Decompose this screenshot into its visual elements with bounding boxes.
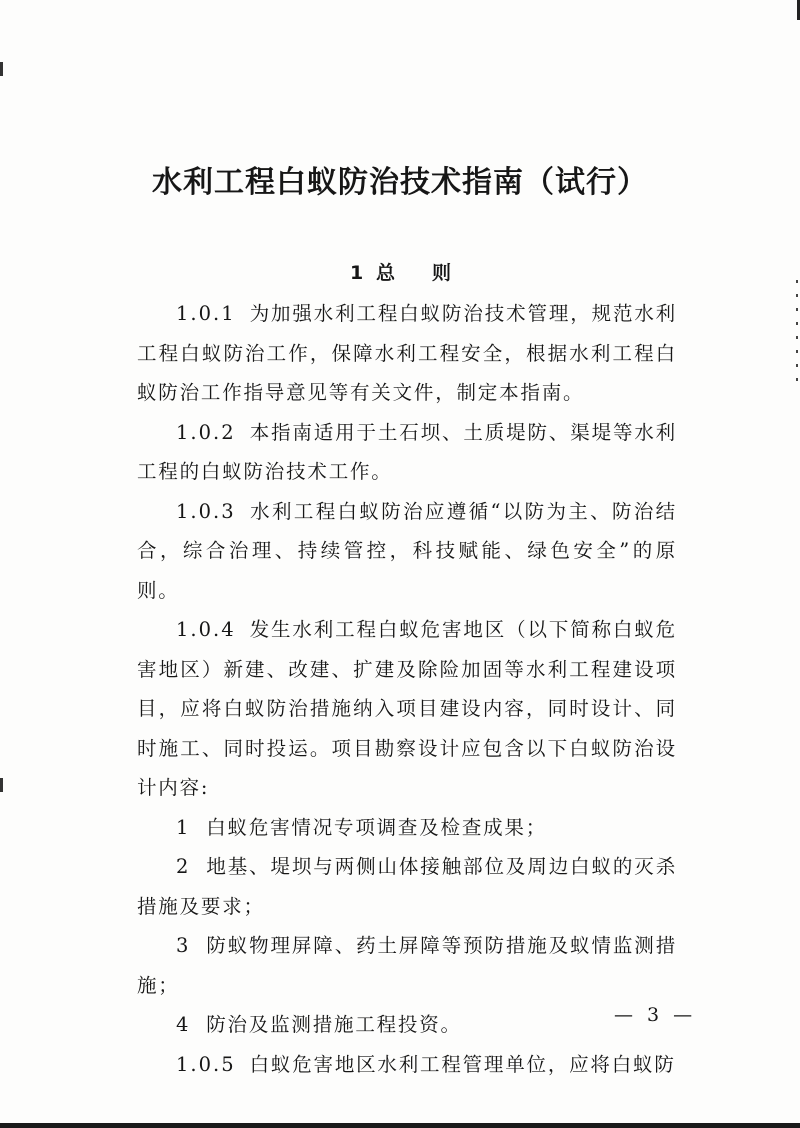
clause-text: 发生水利工程白蚁危害地区（以下简称白蚁危害地区）新建、改建、扩建及除险加固等水利工程建设项目，应将白蚁防治措施纳入项目建设内容，同时设计、同时施工、同时投运。项目勘察设计应包含以下白蚁防治设计内容: [137, 618, 677, 799]
scan-bottom-edge [0, 1123, 800, 1128]
list-item-number: 3 [176, 934, 191, 957]
clause-text: 为加强水利工程白蚁防治技术管理，规范水利工程白蚁防治工作，保障水利工程安全，根据水利工程白蚁防治工作指导意见等有关文件，制定本指南。 [137, 302, 677, 404]
clause-number: 1.0.3 [176, 499, 236, 523]
list-item-text: 白蚁危害情况专项调查及检查成果； [206, 815, 548, 839]
list-item-text: 防治及监测措施工程投资。 [206, 1013, 462, 1036]
section-number: 1 [350, 262, 364, 284]
clause-number: 1.0.1 [176, 302, 236, 325]
clause-paragraph [137, 492, 677, 611]
list-item [137, 847, 677, 926]
clause-text: 本指南适用于土石坝、土质堤防、渠堤等水利工程的白蚁防治技术工作。 [137, 420, 677, 483]
clause-paragraph [137, 413, 677, 492]
scan-edge-dots [796, 280, 798, 390]
scan-edge-mark [0, 778, 3, 792]
section-heading [350, 258, 451, 285]
clause-number: 1.0.4 [176, 618, 236, 641]
page-number: — 3 — [614, 1004, 697, 1026]
clause-paragraph [137, 610, 677, 808]
clause-text: 水利工程白蚁防治应遵循“以防为主、防治结合，综合治理、持续管控，科技赋能、绿色安全”的原则。 [137, 499, 677, 602]
clause-number: 1.0.5 [176, 1052, 236, 1076]
list-item-number: 4 [176, 1013, 191, 1036]
section-title-char: 总 [376, 262, 396, 284]
list-item-text: 地基、堤坝与两侧山体接触部位及周边白蚁的灭杀措施及要求； [137, 855, 677, 918]
section-title-char: 则 [432, 262, 452, 284]
clause-paragraph [137, 294, 677, 413]
clause-number: 1.0.2 [176, 420, 236, 444]
list-item-number: 2 [176, 855, 191, 878]
list-item [137, 926, 677, 1005]
clause-text: 白蚁危害地区水利工程管理单位，应将白蚁防 [249, 1052, 676, 1076]
list-item-number: 1 [176, 815, 191, 839]
clause-paragraph [137, 1045, 677, 1085]
body-text [137, 294, 677, 1084]
document-title: 水利工程白蚁防治技术指南（试行） [152, 165, 648, 200]
list-item [137, 808, 677, 848]
scan-edge-mark [0, 62, 3, 76]
list-item [137, 1005, 677, 1045]
list-item-text: 防蚁物理屏障、药土屏障等预防措施及蚁情监测措施； [137, 934, 677, 997]
